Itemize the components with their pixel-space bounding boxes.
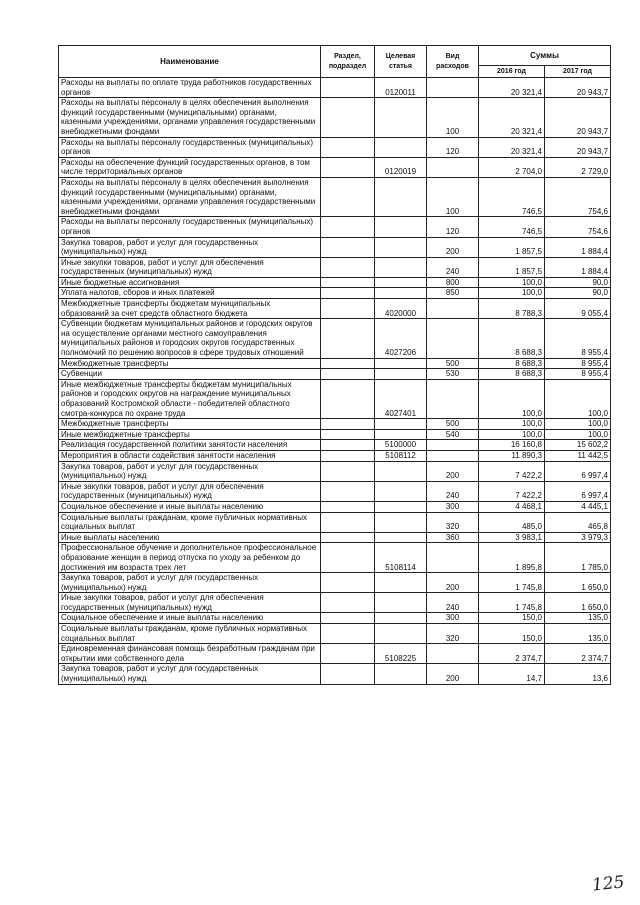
cell-target: 5108225 bbox=[375, 644, 427, 664]
table-row bbox=[59, 157, 611, 177]
table-row bbox=[59, 217, 611, 237]
table-row bbox=[59, 288, 611, 299]
cell-2017: 754,6 bbox=[545, 217, 611, 237]
cell-name: Расходы на выплаты персоналу в целях обеспечения выполнения функций государственными (муниципальными) органами, казенными учреждениями, органами управления государственными внебюджетными фондами bbox=[59, 177, 321, 216]
cell-section bbox=[321, 157, 375, 177]
table-row bbox=[59, 98, 611, 137]
cell-type: 240 bbox=[427, 481, 479, 501]
cell-target: 4027401 bbox=[375, 379, 427, 418]
cell-section bbox=[321, 237, 375, 257]
cell-type: 530 bbox=[427, 369, 479, 380]
table-row bbox=[59, 501, 611, 512]
cell-2017: 2 374,7 bbox=[545, 644, 611, 664]
cell-type: 320 bbox=[427, 624, 479, 644]
table-row bbox=[59, 481, 611, 501]
cell-type bbox=[427, 157, 479, 177]
cell-2016: 20 321,4 bbox=[479, 137, 545, 157]
cell-section bbox=[321, 512, 375, 532]
cell-target: 5100000 bbox=[375, 440, 427, 451]
cell-section bbox=[321, 299, 375, 319]
cell-2016: 100,0 bbox=[479, 277, 545, 288]
table-row bbox=[59, 299, 611, 319]
cell-name: Субвенции bbox=[59, 369, 321, 380]
cell-2016: 100,0 bbox=[479, 379, 545, 418]
cell-2017: 1 884,4 bbox=[545, 257, 611, 277]
table-row bbox=[59, 137, 611, 157]
cell-name: Иные закупки товаров, работ и услуг для обеспечения государственных (муниципальных) нужд bbox=[59, 481, 321, 501]
cell-type: 120 bbox=[427, 137, 479, 157]
cell-2017: 3 979,3 bbox=[545, 532, 611, 543]
cell-type: 200 bbox=[427, 573, 479, 593]
cell-2017: 1 650,0 bbox=[545, 573, 611, 593]
cell-target: 4020000 bbox=[375, 299, 427, 319]
cell-target bbox=[375, 369, 427, 380]
page-number: 125 bbox=[591, 872, 626, 896]
cell-target bbox=[375, 257, 427, 277]
cell-target bbox=[375, 461, 427, 481]
cell-target bbox=[375, 593, 427, 613]
cell-target bbox=[375, 98, 427, 137]
cell-section bbox=[321, 573, 375, 593]
table-header bbox=[59, 46, 611, 78]
cell-2016: 7 422,2 bbox=[479, 461, 545, 481]
cell-name: Расходы на выплаты персоналу государственных (муниципальных) органов bbox=[59, 137, 321, 157]
cell-2017: 4 445,1 bbox=[545, 501, 611, 512]
cell-2017: 135,0 bbox=[545, 624, 611, 644]
cell-section bbox=[321, 319, 375, 358]
cell-type bbox=[427, 78, 479, 98]
cell-name: Иные межбюджетные трансферты бюджетам муниципальных районов и городских округов на награждение муниципальных образований Костромской области - победителей областного смотра-конкурса по охране труда bbox=[59, 379, 321, 418]
cell-2016: 2 374,7 bbox=[479, 644, 545, 664]
cell-name: Социальные выплаты гражданам, кроме публичных нормативных социальных выплат bbox=[59, 512, 321, 532]
cell-name: Иные бюджетные ассигнования bbox=[59, 277, 321, 288]
cell-target bbox=[375, 237, 427, 257]
cell-section bbox=[321, 358, 375, 369]
cell-section bbox=[321, 177, 375, 216]
cell-target bbox=[375, 429, 427, 440]
cell-type: 100 bbox=[427, 98, 479, 137]
cell-section bbox=[321, 644, 375, 664]
cell-type: 240 bbox=[427, 257, 479, 277]
table-row bbox=[59, 644, 611, 664]
cell-section bbox=[321, 664, 375, 684]
cell-name: Социальное обеспечение и иные выплаты населению bbox=[59, 501, 321, 512]
table-row bbox=[59, 257, 611, 277]
cell-name: Профессиональное обучение и дополнительное профессиональное образование женщин в период отпуска по уходу за ребенком до достижения им возраста трех лет bbox=[59, 543, 321, 573]
table-row bbox=[59, 369, 611, 380]
cell-section bbox=[321, 78, 375, 98]
table-row bbox=[59, 573, 611, 593]
cell-name: Межбюджетные трансферты бюджетам муниципальных образований за счет средств областного бюджета bbox=[59, 299, 321, 319]
cell-section bbox=[321, 501, 375, 512]
cell-type bbox=[427, 543, 479, 573]
cell-target: 0120011 bbox=[375, 78, 427, 98]
cell-2016: 485,0 bbox=[479, 512, 545, 532]
cell-2016: 100,0 bbox=[479, 419, 545, 430]
cell-name: Закупка товаров, работ и услуг для государственных (муниципальных) нужд bbox=[59, 237, 321, 257]
cell-2016: 100,0 bbox=[479, 429, 545, 440]
cell-2016: 11 890,3 bbox=[479, 450, 545, 461]
table-body bbox=[59, 78, 611, 685]
cell-2016: 20 321,4 bbox=[479, 78, 545, 98]
cell-target bbox=[375, 512, 427, 532]
cell-type: 200 bbox=[427, 664, 479, 684]
cell-2017: 9 055,4 bbox=[545, 299, 611, 319]
cell-type bbox=[427, 450, 479, 461]
cell-target bbox=[375, 177, 427, 216]
cell-2016: 150,0 bbox=[479, 624, 545, 644]
cell-section bbox=[321, 369, 375, 380]
cell-2017: 100,0 bbox=[545, 429, 611, 440]
cell-type: 800 bbox=[427, 277, 479, 288]
cell-section bbox=[321, 532, 375, 543]
cell-section bbox=[321, 98, 375, 137]
table-row bbox=[59, 277, 611, 288]
cell-type bbox=[427, 379, 479, 418]
cell-2016: 1 745,8 bbox=[479, 573, 545, 593]
table-row bbox=[59, 512, 611, 532]
header-year-2016: 2016 год bbox=[479, 66, 545, 78]
cell-target bbox=[375, 501, 427, 512]
cell-2016: 7 422,2 bbox=[479, 481, 545, 501]
cell-2016: 1 857,5 bbox=[479, 237, 545, 257]
table-row bbox=[59, 543, 611, 573]
cell-target bbox=[375, 217, 427, 237]
cell-name: Закупка товаров, работ и услуг для государственных (муниципальных) нужд bbox=[59, 664, 321, 684]
cell-name: Межбюджетные трансферты bbox=[59, 358, 321, 369]
cell-type bbox=[427, 319, 479, 358]
table-row bbox=[59, 78, 611, 98]
cell-section bbox=[321, 593, 375, 613]
cell-2016: 1 857,5 bbox=[479, 257, 545, 277]
cell-name: Иные выплаты населению bbox=[59, 532, 321, 543]
cell-name: Расходы на выплаты персоналу государственных (муниципальных) органов bbox=[59, 217, 321, 237]
table-row bbox=[59, 440, 611, 451]
cell-section bbox=[321, 613, 375, 624]
cell-name: Межбюджетные трансферты bbox=[59, 419, 321, 430]
cell-2017: 20 943,7 bbox=[545, 98, 611, 137]
cell-target: 4027206 bbox=[375, 319, 427, 358]
cell-target bbox=[375, 664, 427, 684]
cell-section bbox=[321, 277, 375, 288]
cell-target bbox=[375, 288, 427, 299]
table-row bbox=[59, 358, 611, 369]
cell-2016: 4 468,1 bbox=[479, 501, 545, 512]
cell-name: Субвенции бюджетам муниципальных районов и городских округов на осуществление органами местного самоуправления муниципальных районов и городских округов государственных полномочий по решению вопросов в сфере трудовых отношений bbox=[59, 319, 321, 358]
cell-2017: 2 729,0 bbox=[545, 157, 611, 177]
cell-2016: 746,5 bbox=[479, 217, 545, 237]
cell-2017: 100,0 bbox=[545, 379, 611, 418]
cell-section bbox=[321, 450, 375, 461]
header-year-2017: 2017 год bbox=[545, 66, 611, 78]
cell-type: 360 bbox=[427, 532, 479, 543]
cell-2017: 20 943,7 bbox=[545, 78, 611, 98]
cell-target bbox=[375, 137, 427, 157]
cell-2017: 90,0 bbox=[545, 288, 611, 299]
cell-section bbox=[321, 379, 375, 418]
header-target: Целевая статья bbox=[375, 46, 427, 78]
cell-2017: 90,0 bbox=[545, 277, 611, 288]
table-row bbox=[59, 319, 611, 358]
cell-name: Закупка товаров, работ и услуг для государственных (муниципальных) нужд bbox=[59, 461, 321, 481]
cell-name: Социальное обеспечение и иные выплаты населению bbox=[59, 613, 321, 624]
cell-section bbox=[321, 481, 375, 501]
cell-target bbox=[375, 419, 427, 430]
cell-target: 5108112 bbox=[375, 450, 427, 461]
cell-type: 320 bbox=[427, 512, 479, 532]
cell-target bbox=[375, 613, 427, 624]
cell-name: Закупка товаров, работ и услуг для государственных (муниципальных) нужд bbox=[59, 573, 321, 593]
cell-2017: 754,6 bbox=[545, 177, 611, 216]
cell-2017: 20 943,7 bbox=[545, 137, 611, 157]
table-row bbox=[59, 613, 611, 624]
cell-type: 300 bbox=[427, 501, 479, 512]
table-row bbox=[59, 429, 611, 440]
cell-target bbox=[375, 624, 427, 644]
header-sums: Суммы bbox=[479, 46, 611, 66]
table-row bbox=[59, 461, 611, 481]
cell-2017: 13,6 bbox=[545, 664, 611, 684]
cell-2016: 14,7 bbox=[479, 664, 545, 684]
table-row bbox=[59, 664, 611, 684]
cell-type: 100 bbox=[427, 177, 479, 216]
cell-name: Расходы на выплаты персоналу в целях обеспечения выполнения функций государственными (муниципальными) органами, казенными учреждениями, органами управления государственными внебюджетными фондами bbox=[59, 98, 321, 137]
cell-section bbox=[321, 137, 375, 157]
cell-section bbox=[321, 429, 375, 440]
table-row bbox=[59, 593, 611, 613]
cell-2017: 135,0 bbox=[545, 613, 611, 624]
cell-2016: 16 160,8 bbox=[479, 440, 545, 451]
header-section: Раздел, подраздел bbox=[321, 46, 375, 78]
cell-type: 500 bbox=[427, 358, 479, 369]
table-row bbox=[59, 419, 611, 430]
header-name: Наименование bbox=[59, 46, 321, 78]
cell-2016: 3 983,1 bbox=[479, 532, 545, 543]
cell-2016: 150,0 bbox=[479, 613, 545, 624]
budget-table bbox=[58, 45, 611, 685]
cell-2017: 8 955,4 bbox=[545, 319, 611, 358]
cell-section bbox=[321, 217, 375, 237]
cell-name: Расходы на выплаты по оплате труда работников государственных органов bbox=[59, 78, 321, 98]
cell-name: Уплата налогов, сборов и иных платежей bbox=[59, 288, 321, 299]
cell-2016: 100,0 bbox=[479, 288, 545, 299]
cell-2016: 746,5 bbox=[479, 177, 545, 216]
table-row bbox=[59, 450, 611, 461]
cell-name: Социальные выплаты гражданам, кроме публичных нормативных социальных выплат bbox=[59, 624, 321, 644]
cell-target bbox=[375, 481, 427, 501]
header-type: Вид расходов bbox=[427, 46, 479, 78]
cell-name: Расходы на обеспечение функций государственных органов, в том числе территориальных органов bbox=[59, 157, 321, 177]
cell-2017: 1 785,0 bbox=[545, 543, 611, 573]
cell-name: Иные закупки товаров, работ и услуг для обеспечения государственных (муниципальных) нужд bbox=[59, 593, 321, 613]
cell-target bbox=[375, 532, 427, 543]
cell-section bbox=[321, 624, 375, 644]
cell-2017: 6 997,4 bbox=[545, 461, 611, 481]
table-row bbox=[59, 237, 611, 257]
table-row bbox=[59, 379, 611, 418]
cell-type bbox=[427, 644, 479, 664]
cell-section bbox=[321, 543, 375, 573]
cell-section bbox=[321, 440, 375, 451]
cell-target: 0120019 bbox=[375, 157, 427, 177]
cell-type: 850 bbox=[427, 288, 479, 299]
cell-2017: 6 997,4 bbox=[545, 481, 611, 501]
cell-2017: 100,0 bbox=[545, 419, 611, 430]
cell-name: Единовременная финансовая помощь безработным гражданам при открытии ими собственного дела bbox=[59, 644, 321, 664]
cell-2017: 8 955,4 bbox=[545, 369, 611, 380]
cell-section bbox=[321, 461, 375, 481]
cell-type: 240 bbox=[427, 593, 479, 613]
cell-type bbox=[427, 440, 479, 451]
cell-type: 200 bbox=[427, 237, 479, 257]
cell-2017: 11 442,5 bbox=[545, 450, 611, 461]
cell-2016: 1 895,8 bbox=[479, 543, 545, 573]
cell-section bbox=[321, 419, 375, 430]
cell-target bbox=[375, 358, 427, 369]
cell-2017: 1 650,0 bbox=[545, 593, 611, 613]
table-row bbox=[59, 177, 611, 216]
cell-2016: 1 745,8 bbox=[479, 593, 545, 613]
cell-name: Мероприятия в области содействия занятости населения bbox=[59, 450, 321, 461]
cell-name: Иные межбюджетные трансферты bbox=[59, 429, 321, 440]
cell-name: Иные закупки товаров, работ и услуг для обеспечения государственных (муниципальных) нужд bbox=[59, 257, 321, 277]
cell-2016: 8 788,3 bbox=[479, 299, 545, 319]
cell-type: 200 bbox=[427, 461, 479, 481]
cell-2016: 20 321,4 bbox=[479, 98, 545, 137]
cell-section bbox=[321, 288, 375, 299]
cell-2016: 8 688,3 bbox=[479, 369, 545, 380]
cell-2017: 8 955,4 bbox=[545, 358, 611, 369]
cell-target bbox=[375, 573, 427, 593]
table-row bbox=[59, 624, 611, 644]
cell-type: 540 bbox=[427, 429, 479, 440]
cell-2016: 2 704,0 bbox=[479, 157, 545, 177]
cell-target: 5108114 bbox=[375, 543, 427, 573]
cell-2017: 465,8 bbox=[545, 512, 611, 532]
cell-target bbox=[375, 277, 427, 288]
table-row bbox=[59, 532, 611, 543]
cell-type: 300 bbox=[427, 613, 479, 624]
cell-type: 120 bbox=[427, 217, 479, 237]
cell-2016: 8 688,3 bbox=[479, 358, 545, 369]
cell-2016: 8 688,3 bbox=[479, 319, 545, 358]
cell-2017: 15 602,2 bbox=[545, 440, 611, 451]
cell-name: Реализация государственной политики занятости населения bbox=[59, 440, 321, 451]
cell-type bbox=[427, 299, 479, 319]
cell-2017: 1 884,4 bbox=[545, 237, 611, 257]
cell-section bbox=[321, 257, 375, 277]
cell-type: 500 bbox=[427, 419, 479, 430]
